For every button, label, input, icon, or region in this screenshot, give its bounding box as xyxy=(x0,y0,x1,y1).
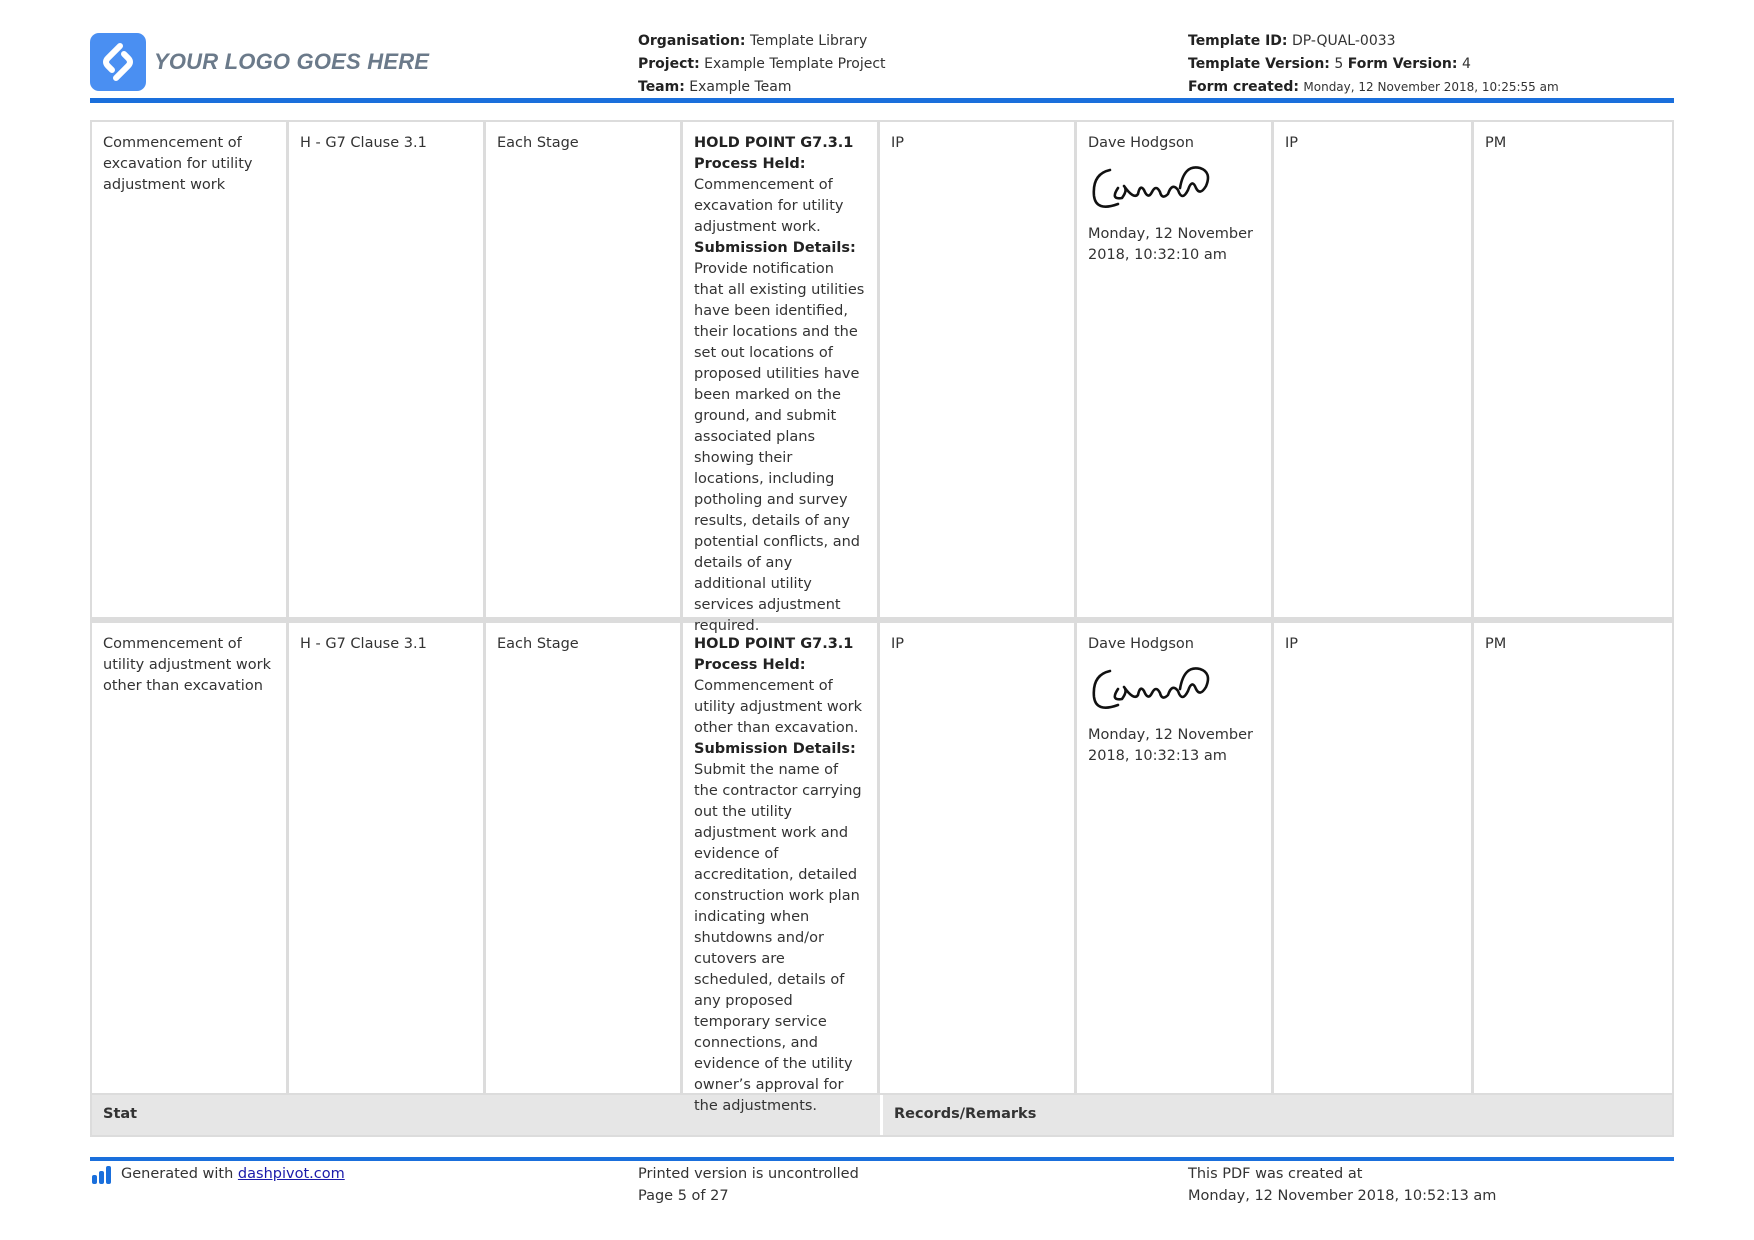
signature-cell xyxy=(1077,122,1274,617)
process-held-label: Process Held: xyxy=(694,156,806,172)
pdf-created-label: This PDF was created at xyxy=(1188,1166,1363,1182)
table-row xyxy=(90,120,1674,634)
records-remarks-header: Records/Remarks xyxy=(894,1106,1037,1122)
template-version-value: 5 xyxy=(1334,56,1344,72)
company-logo xyxy=(90,33,429,91)
uncontrolled-notice: Printed version is uncontrolled xyxy=(638,1166,859,1182)
activity-cell: Commencement of excavation for utility adjustment work xyxy=(92,122,289,617)
verified-cell: IP xyxy=(1274,122,1474,617)
page-info xyxy=(638,1163,859,1207)
template-meta xyxy=(1188,30,1559,99)
signed-at: Monday, 12 November 2018, 10:32:10 am xyxy=(1088,226,1253,263)
page-number: Page 5 of 27 xyxy=(638,1188,729,1204)
team-value: Example Team xyxy=(689,79,792,95)
verified-cell: IP xyxy=(1274,623,1474,1093)
hold-point-cell xyxy=(683,623,880,1114)
frequency-cell: Each Stage xyxy=(486,623,683,1093)
signed-at: Monday, 12 November 2018, 10:32:13 am xyxy=(1088,727,1253,764)
hold-point-title: HOLD POINT G7.3.1 xyxy=(694,636,854,652)
process-held-text: Commencement of excavation for utility adjustment work. xyxy=(694,177,844,235)
reference-cell: H - G7 Clause 3.1 xyxy=(289,122,486,617)
reference-cell: H - G7 Clause 3.1 xyxy=(289,623,486,1093)
signer-name: Dave Hodgson xyxy=(1088,135,1194,151)
organisation-value: Template Library xyxy=(749,33,868,49)
submission-label: Submission Details: xyxy=(694,741,856,757)
submission-text: Submit the name of the contractor carrying out the utility adjustment work and evidence of accreditation, detailed construction work plan indicating when shutdowns and/or cutovers are scheduled, details of any proposed temporary service connections, and evidence of the utility owner’s approval for the adjustments. xyxy=(694,762,862,1114)
project-value: Example Template Project xyxy=(704,56,886,72)
pdf-created-value: Monday, 12 November 2018, 10:52:13 am xyxy=(1188,1188,1497,1204)
generated-with xyxy=(92,1163,345,1185)
process-held-label: Process Held: xyxy=(694,657,806,673)
responsibility-cell: IP xyxy=(880,122,1077,617)
hold-point-title: HOLD POINT G7.3.1 xyxy=(694,135,854,151)
stat-header: Stat xyxy=(92,1095,883,1135)
frequency-cell: Each Stage xyxy=(486,122,683,617)
activity-cell: Commencement of utility adjustment work other than excavation xyxy=(92,623,289,1093)
signature-image xyxy=(1088,160,1222,216)
logo-icon xyxy=(90,33,146,91)
responsibility-cell: IP xyxy=(880,623,1077,1093)
form-created-label: Form created: xyxy=(1188,79,1299,95)
team-label: Team: xyxy=(638,79,685,95)
project-meta xyxy=(638,30,886,99)
submission-text: Provide notification that all existing utilities have been identified, their locations and the set out locations of proposed utilities have been marked on the ground, and submit associated plans showing their locations, including potholing and survey results, details of any potential conflicts, and details of any additional utility services adjustment required. xyxy=(694,261,865,634)
footer-divider xyxy=(90,1157,1674,1161)
signer-name: Dave Hodgson xyxy=(1088,636,1194,652)
form-version-label: Form Version: xyxy=(1347,56,1458,72)
approver-cell: PM xyxy=(1485,135,1507,151)
organisation-label: Organisation: xyxy=(638,33,746,49)
project-label: Project: xyxy=(638,56,700,72)
form-created-value: Monday, 12 November 2018, 10:25:55 am xyxy=(1303,80,1559,94)
signature-image xyxy=(1088,661,1222,717)
submission-label: Submission Details: xyxy=(694,240,856,256)
inspection-table xyxy=(90,120,1674,1137)
pdf-created xyxy=(1188,1163,1496,1207)
template-id-label: Template ID: xyxy=(1188,33,1288,49)
hold-point-cell xyxy=(683,122,880,634)
form-version-value: 4 xyxy=(1461,56,1471,72)
template-id-value: DP-QUAL-0033 xyxy=(1291,33,1396,49)
approver-cell: PM xyxy=(1485,636,1507,652)
dashpivot-link[interactable]: dashpivot.com xyxy=(237,1166,345,1182)
header-divider xyxy=(90,98,1674,103)
table-footer-row xyxy=(90,1093,1674,1137)
page-header xyxy=(90,0,1674,104)
process-held-text: Commencement of utility adjustment work other than excavation. xyxy=(694,678,863,736)
generated-with-text: Generated with xyxy=(121,1166,234,1182)
template-version-label: Template Version: xyxy=(1188,56,1330,72)
signature-cell xyxy=(1077,623,1274,1093)
dashpivot-icon xyxy=(92,1166,113,1184)
logo-text: YOUR LOGO GOES HERE xyxy=(154,49,430,74)
